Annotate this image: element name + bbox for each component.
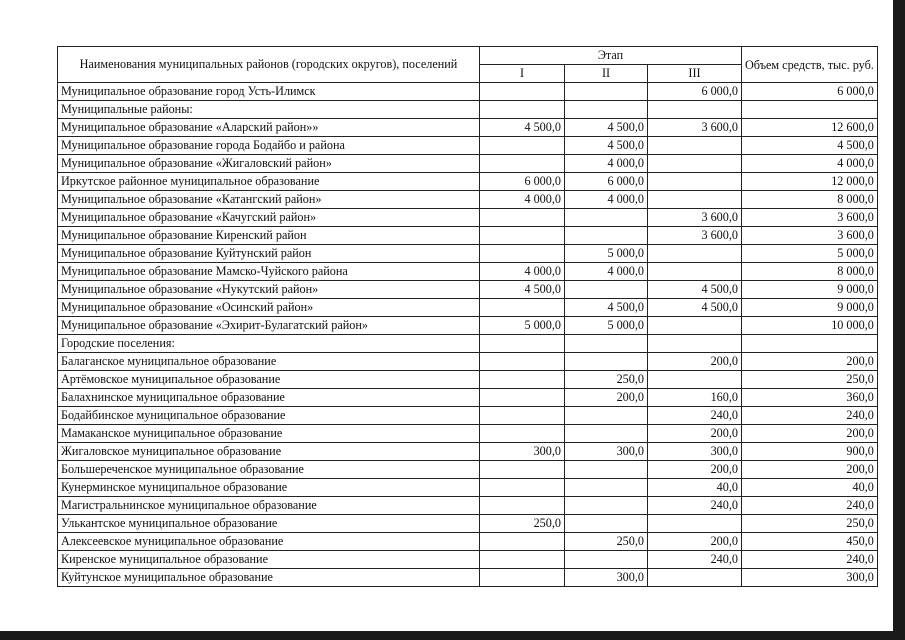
total-value: 10 000,0	[742, 317, 878, 335]
stage-ii-value: 300,0	[565, 569, 648, 587]
row-name: Муниципальное образование Киренский район	[58, 227, 480, 245]
scan-edge-right	[893, 0, 905, 640]
total-value: 300,0	[742, 569, 878, 587]
total-value: 5 000,0	[742, 245, 878, 263]
stage-ii-value: 4 500,0	[565, 137, 648, 155]
total-value	[742, 101, 878, 119]
row-name: Магистральнинское муниципальное образование	[58, 497, 480, 515]
table-row	[58, 335, 878, 353]
header-stage-ii: II	[565, 65, 648, 83]
total-value: 200,0	[742, 353, 878, 371]
stage-i-value	[480, 137, 565, 155]
table-row	[58, 227, 878, 245]
total-value: 4 500,0	[742, 137, 878, 155]
total-value: 250,0	[742, 515, 878, 533]
row-name: Муниципальное образование «Качугский район»	[58, 209, 480, 227]
stage-ii-value: 5 000,0	[565, 317, 648, 335]
table-row	[58, 119, 878, 137]
row-name: Балахнинское муниципальное образование	[58, 389, 480, 407]
total-value: 240,0	[742, 551, 878, 569]
header-stage-group: Этап	[480, 47, 742, 65]
header-row-top	[58, 47, 878, 65]
table-row	[58, 479, 878, 497]
row-name: Муниципальное образование «Эхирит-Булагатский район»	[58, 317, 480, 335]
stage-iii-value: 3 600,0	[648, 209, 742, 227]
header-stage-iii: III	[648, 65, 742, 83]
stage-iii-value	[648, 245, 742, 263]
table-row	[58, 569, 878, 587]
row-name: Куйтунское муниципальное образование	[58, 569, 480, 587]
stage-i-value	[480, 479, 565, 497]
table-row	[58, 137, 878, 155]
row-name: Муниципальное образование Мамско-Чуйского района	[58, 263, 480, 281]
total-value: 3 600,0	[742, 209, 878, 227]
table-row	[58, 515, 878, 533]
row-name: Улькантское муниципальное образование	[58, 515, 480, 533]
stage-iii-value: 40,0	[648, 479, 742, 497]
table-row	[58, 461, 878, 479]
stage-i-value: 4 000,0	[480, 191, 565, 209]
stage-iii-value: 200,0	[648, 533, 742, 551]
stage-i-value	[480, 155, 565, 173]
stage-iii-value	[648, 569, 742, 587]
table-row	[58, 209, 878, 227]
total-value: 200,0	[742, 425, 878, 443]
table-row	[58, 299, 878, 317]
stage-ii-value	[565, 353, 648, 371]
header-volume: Объем средств, тыс. руб.	[742, 47, 878, 83]
table-row	[58, 407, 878, 425]
stage-i-value: 250,0	[480, 515, 565, 533]
stage-ii-value: 4 000,0	[565, 155, 648, 173]
row-name: Балаганское муниципальное образование	[58, 353, 480, 371]
stage-iii-value	[648, 173, 742, 191]
row-name: Мамаканское муниципальное образование	[58, 425, 480, 443]
stage-i-value	[480, 551, 565, 569]
stage-ii-value: 250,0	[565, 371, 648, 389]
total-value: 4 000,0	[742, 155, 878, 173]
stage-ii-value: 6 000,0	[565, 173, 648, 191]
stage-i-value	[480, 209, 565, 227]
row-name: Большереченское муниципальное образование	[58, 461, 480, 479]
stage-i-value	[480, 533, 565, 551]
stage-ii-value: 300,0	[565, 443, 648, 461]
stage-ii-value	[565, 335, 648, 353]
row-name: Муниципальное образование Куйтунский район	[58, 245, 480, 263]
stage-i-value	[480, 407, 565, 425]
stage-iii-value	[648, 101, 742, 119]
stage-ii-value	[565, 101, 648, 119]
table-row	[58, 443, 878, 461]
total-value: 360,0	[742, 389, 878, 407]
row-name: Муниципальное образование «Осинский район»	[58, 299, 480, 317]
table-row	[58, 281, 878, 299]
stage-ii-value	[565, 281, 648, 299]
stage-iii-value: 4 500,0	[648, 281, 742, 299]
stage-ii-value	[565, 497, 648, 515]
row-name: Алексеевское муниципальное образование	[58, 533, 480, 551]
table-row	[58, 533, 878, 551]
table-row	[58, 173, 878, 191]
total-value: 3 600,0	[742, 227, 878, 245]
header-name: Наименования муниципальных районов (городских округов), поселений	[58, 47, 480, 83]
stage-iii-value: 240,0	[648, 497, 742, 515]
total-value: 240,0	[742, 497, 878, 515]
table-row	[58, 425, 878, 443]
scan-edge-bottom	[0, 631, 905, 640]
total-value: 40,0	[742, 479, 878, 497]
stage-iii-value: 160,0	[648, 389, 742, 407]
stage-i-value: 4 500,0	[480, 281, 565, 299]
stage-ii-value	[565, 461, 648, 479]
row-name: Муниципальное образование «Нукутский район»	[58, 281, 480, 299]
stage-ii-value	[565, 425, 648, 443]
table-row	[58, 497, 878, 515]
row-name: Муниципальное образование «Жигаловский район»	[58, 155, 480, 173]
stage-iii-value	[648, 263, 742, 281]
stage-i-value	[480, 245, 565, 263]
table-row	[58, 371, 878, 389]
stage-i-value: 5 000,0	[480, 317, 565, 335]
stage-iii-value: 200,0	[648, 353, 742, 371]
stage-i-value: 6 000,0	[480, 173, 565, 191]
stage-i-value	[480, 371, 565, 389]
stage-ii-value	[565, 227, 648, 245]
table-row	[58, 191, 878, 209]
row-name: Муниципальное образование города Бодайбо и района	[58, 137, 480, 155]
stage-i-value	[480, 101, 565, 119]
total-value: 250,0	[742, 371, 878, 389]
stage-ii-value: 4 000,0	[565, 191, 648, 209]
total-value: 240,0	[742, 407, 878, 425]
stage-i-value	[480, 497, 565, 515]
stage-ii-value	[565, 515, 648, 533]
stage-ii-value: 5 000,0	[565, 245, 648, 263]
total-value: 450,0	[742, 533, 878, 551]
table-row	[58, 83, 878, 101]
total-value: 900,0	[742, 443, 878, 461]
stage-ii-value	[565, 407, 648, 425]
total-value: 6 000,0	[742, 83, 878, 101]
row-name: Артёмовское муниципальное образование	[58, 371, 480, 389]
table-row	[58, 245, 878, 263]
stage-ii-value: 250,0	[565, 533, 648, 551]
stage-iii-value: 200,0	[648, 425, 742, 443]
row-name: Муниципальное образование «Аларский район»»	[58, 119, 480, 137]
stage-i-value	[480, 335, 565, 353]
table-row	[58, 101, 878, 119]
row-name: Кунерминское муниципальное образование	[58, 479, 480, 497]
stage-i-value	[480, 569, 565, 587]
stage-i-value	[480, 389, 565, 407]
stage-i-value: 4 500,0	[480, 119, 565, 137]
stage-iii-value	[648, 371, 742, 389]
stage-iii-value	[648, 515, 742, 533]
stage-i-value	[480, 299, 565, 317]
table-body	[58, 83, 878, 587]
table-row	[58, 353, 878, 371]
stage-ii-value: 4 500,0	[565, 299, 648, 317]
total-value: 200,0	[742, 461, 878, 479]
total-value: 9 000,0	[742, 299, 878, 317]
stage-iii-value: 200,0	[648, 461, 742, 479]
stage-ii-value: 200,0	[565, 389, 648, 407]
stage-ii-value	[565, 479, 648, 497]
table-row	[58, 389, 878, 407]
row-name: Городские поселения:	[58, 335, 480, 353]
total-value: 12 000,0	[742, 173, 878, 191]
stage-iii-value: 300,0	[648, 443, 742, 461]
stage-iii-value	[648, 317, 742, 335]
stage-iii-value: 240,0	[648, 551, 742, 569]
stage-iii-value: 6 000,0	[648, 83, 742, 101]
funding-table	[57, 46, 878, 587]
stage-ii-value: 4 000,0	[565, 263, 648, 281]
row-name: Бодайбинское муниципальное образование	[58, 407, 480, 425]
row-name: Муниципальные районы:	[58, 101, 480, 119]
stage-iii-value	[648, 335, 742, 353]
table-row	[58, 551, 878, 569]
stage-iii-value: 4 500,0	[648, 299, 742, 317]
row-name: Киренское муниципальное образование	[58, 551, 480, 569]
stage-ii-value	[565, 209, 648, 227]
stage-i-value	[480, 353, 565, 371]
stage-i-value: 4 000,0	[480, 263, 565, 281]
stage-ii-value	[565, 551, 648, 569]
stage-ii-value	[565, 83, 648, 101]
stage-iii-value	[648, 155, 742, 173]
row-name: Муниципальное образование город Усть-Илимск	[58, 83, 480, 101]
header-stage-i: I	[480, 65, 565, 83]
stage-i-value	[480, 425, 565, 443]
stage-iii-value	[648, 191, 742, 209]
stage-iii-value: 3 600,0	[648, 227, 742, 245]
stage-i-value	[480, 227, 565, 245]
total-value: 9 000,0	[742, 281, 878, 299]
stage-ii-value: 4 500,0	[565, 119, 648, 137]
stage-i-value: 300,0	[480, 443, 565, 461]
row-name: Муниципальное образование «Катангский район»	[58, 191, 480, 209]
total-value: 8 000,0	[742, 191, 878, 209]
table-row	[58, 317, 878, 335]
stage-i-value	[480, 83, 565, 101]
stage-iii-value: 3 600,0	[648, 119, 742, 137]
stage-i-value	[480, 461, 565, 479]
total-value	[742, 335, 878, 353]
total-value: 8 000,0	[742, 263, 878, 281]
table-row	[58, 263, 878, 281]
stage-iii-value	[648, 137, 742, 155]
table-row	[58, 155, 878, 173]
total-value: 12 600,0	[742, 119, 878, 137]
row-name: Иркутское районное муниципальное образование	[58, 173, 480, 191]
stage-iii-value: 240,0	[648, 407, 742, 425]
row-name: Жигаловское муниципальное образование	[58, 443, 480, 461]
